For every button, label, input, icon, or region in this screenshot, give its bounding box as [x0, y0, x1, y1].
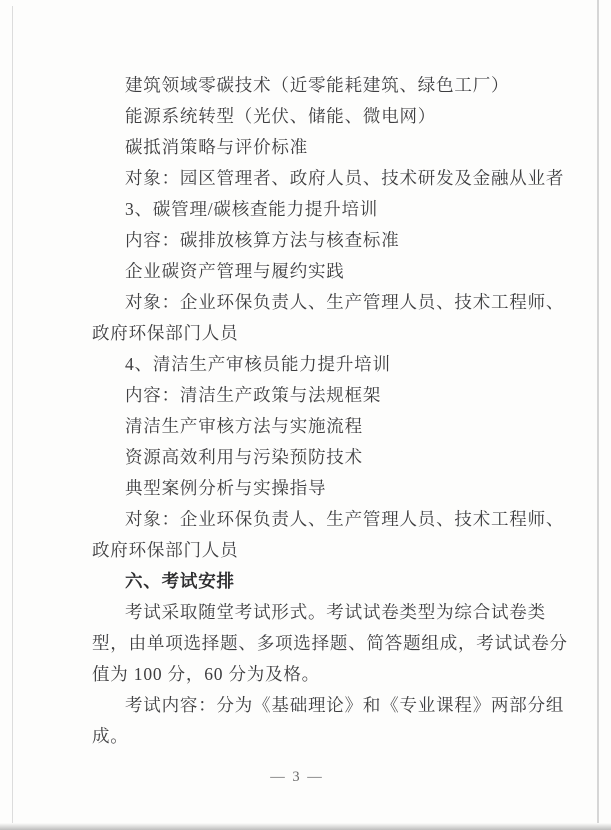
- text-line: 型，由单项选择题、多项选择题、简答题组成，考试试卷分: [92, 633, 568, 653]
- scan-edge-right: [597, 0, 599, 827]
- text-line: 对象：企业环保负责人、生产管理人员、技术工程师、: [125, 292, 565, 312]
- page-number: — 3 —: [270, 769, 324, 785]
- text-line: 建筑领域零碳技术（近零能耗建筑、绿色工厂）: [125, 75, 510, 95]
- text-line: 成。: [92, 726, 129, 746]
- text-line: 能源系统转型（光伏、储能、微电网）: [125, 106, 437, 126]
- text-line: 典型案例分析与实操指导: [125, 478, 327, 498]
- text-line: 考试采取随堂考试形式。考试试卷类型为综合试卷类: [125, 602, 546, 622]
- text-line: 清洁生产审核方法与实施流程: [125, 416, 363, 436]
- document-body: [92, 70, 567, 752]
- text-line: 对象：园区管理者、政府人员、技术研发及金融从业者: [125, 168, 565, 188]
- text-line: 4、清洁生产审核员能力提升培训: [125, 354, 391, 374]
- text-line: 3、碳管理/碳核查能力提升培训: [125, 199, 379, 219]
- text-line: 政府环保部门人员: [92, 540, 239, 560]
- text-line: 企业碳资产管理与履约实践: [125, 261, 345, 281]
- text-line: 内容：碳排放核算方法与核查标准: [125, 230, 400, 250]
- text-line: 内容：清洁生产政策与法规框架: [125, 385, 382, 405]
- text-line: 六、考试安排: [125, 571, 235, 591]
- text-line: 碳抵消策略与评价标准: [125, 137, 308, 157]
- scan-edge-bottom: [0, 823, 611, 830]
- text-line: 考试内容：分为《基础理论》和《专业课程》两部分组: [125, 695, 565, 715]
- scan-edge-left: [12, 6, 13, 824]
- text-line: 值为 100 分，60 分为及格。: [92, 664, 320, 684]
- text-line: 资源高效利用与污染预防技术: [125, 447, 363, 467]
- text-line: 政府环保部门人员: [92, 323, 239, 343]
- text-line: 对象：企业环保负责人、生产管理人员、技术工程师、: [125, 509, 565, 529]
